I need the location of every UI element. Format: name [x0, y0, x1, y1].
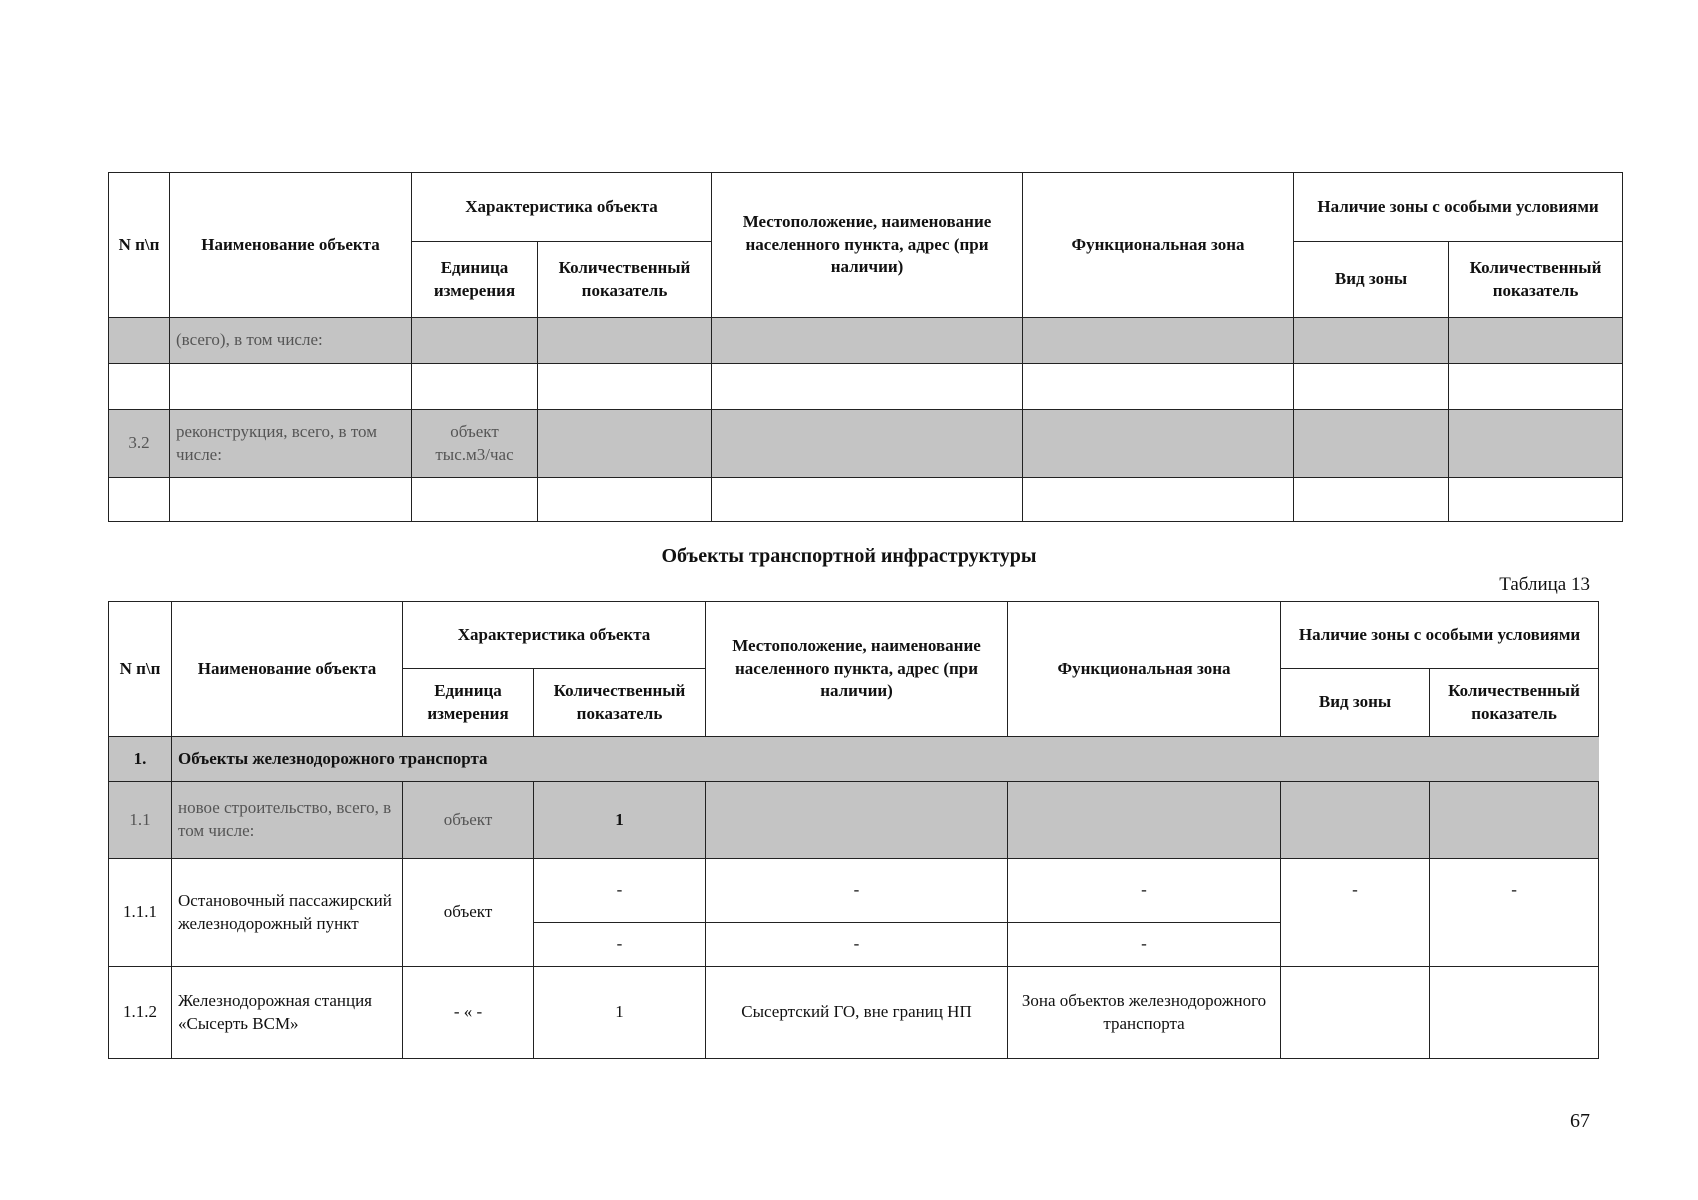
row-name: Железнодорожная станция «Сысерть ВСМ»	[172, 967, 403, 1059]
section-row	[109, 737, 1599, 782]
section-name: Объекты железнодорожного транспорта	[172, 737, 1599, 782]
row-functional-zone: Зона объектов железнодорожного транспорта	[1008, 967, 1281, 1059]
row-unit-line: объект	[450, 421, 499, 441]
table-row	[109, 967, 1599, 1059]
header-quantity: Количественный показатель	[538, 242, 712, 318]
row-name: (всего), в том числе:	[170, 318, 412, 364]
row-location: -	[706, 923, 1008, 967]
row-quantity: 1	[534, 782, 706, 859]
header-unit: Единица измерения	[412, 242, 538, 318]
row-unit	[412, 410, 538, 478]
row-name: реконструкция, всего, в том числе:	[170, 410, 412, 478]
row-quantity: -	[534, 923, 706, 967]
header-characteristics: Характеристика объекта	[412, 173, 712, 242]
header-quantity: Количественный показатель	[534, 669, 706, 737]
header-functional-zone: Функциональная зона	[1008, 602, 1281, 737]
table-row	[109, 859, 1599, 923]
row-location: Сысертский ГО, вне границ НП	[706, 967, 1008, 1059]
row-functional-zone: -	[1008, 859, 1281, 923]
header-zone-quantity: Количественный показатель	[1430, 669, 1599, 737]
row-unit: объект	[403, 859, 534, 967]
header-special-zone: Наличие зоны с особыми условиями	[1281, 602, 1599, 669]
header-location: Местоположение, наименование населенного пункта, адрес (при наличии)	[706, 602, 1008, 737]
row-unit: объект	[403, 782, 534, 859]
row-quantity: 1	[534, 967, 706, 1059]
table-row	[109, 410, 1623, 478]
row-num: 3.2	[109, 410, 170, 478]
section-title: Объекты транспортной инфраструктуры	[661, 545, 1037, 567]
row-unit: - « -	[403, 967, 534, 1059]
transport-infrastructure-table	[108, 601, 1599, 1059]
row-num: 1.1.2	[109, 967, 172, 1059]
header-characteristics: Характеристика объекта	[403, 602, 706, 669]
table-row	[109, 318, 1623, 364]
header-name: Наименование объекта	[172, 602, 403, 737]
row-zone-quantity: -	[1430, 859, 1599, 967]
infrastructure-table-continued	[108, 172, 1623, 522]
header-zone-type: Вид зоны	[1281, 669, 1430, 737]
row-num: 1.1	[109, 782, 172, 859]
table-row	[109, 782, 1599, 859]
row-functional-zone: -	[1008, 923, 1281, 967]
header-location: Местоположение, наименование населенного пункта, адрес (при наличии)	[712, 173, 1023, 318]
table-row	[109, 364, 1623, 410]
table-row	[109, 478, 1623, 522]
header-name: Наименование объекта	[170, 173, 412, 318]
header-special-zone: Наличие зоны с особыми условиями	[1294, 173, 1623, 242]
row-name: Остановочный пассажирский железнодорожный пункт	[172, 859, 403, 967]
page-number: 67	[1570, 1110, 1590, 1132]
header-functional-zone: Функциональная зона	[1023, 173, 1294, 318]
table-number: Таблица 13	[1499, 574, 1590, 595]
row-quantity: -	[534, 859, 706, 923]
header-zone-quantity: Количественный показатель	[1449, 242, 1623, 318]
row-zone-type: -	[1281, 859, 1430, 967]
row-num: 1.1.1	[109, 859, 172, 967]
header-unit: Единица измерения	[403, 669, 534, 737]
header-zone-type: Вид зоны	[1294, 242, 1449, 318]
header-num: N п\п	[109, 602, 172, 737]
row-unit-line: тыс.м3/час	[435, 444, 514, 464]
header-num: N п\п	[109, 173, 170, 318]
row-location: -	[706, 859, 1008, 923]
section-num: 1.	[109, 737, 172, 782]
row-name: новое строительство, всего, в том числе:	[172, 782, 403, 859]
